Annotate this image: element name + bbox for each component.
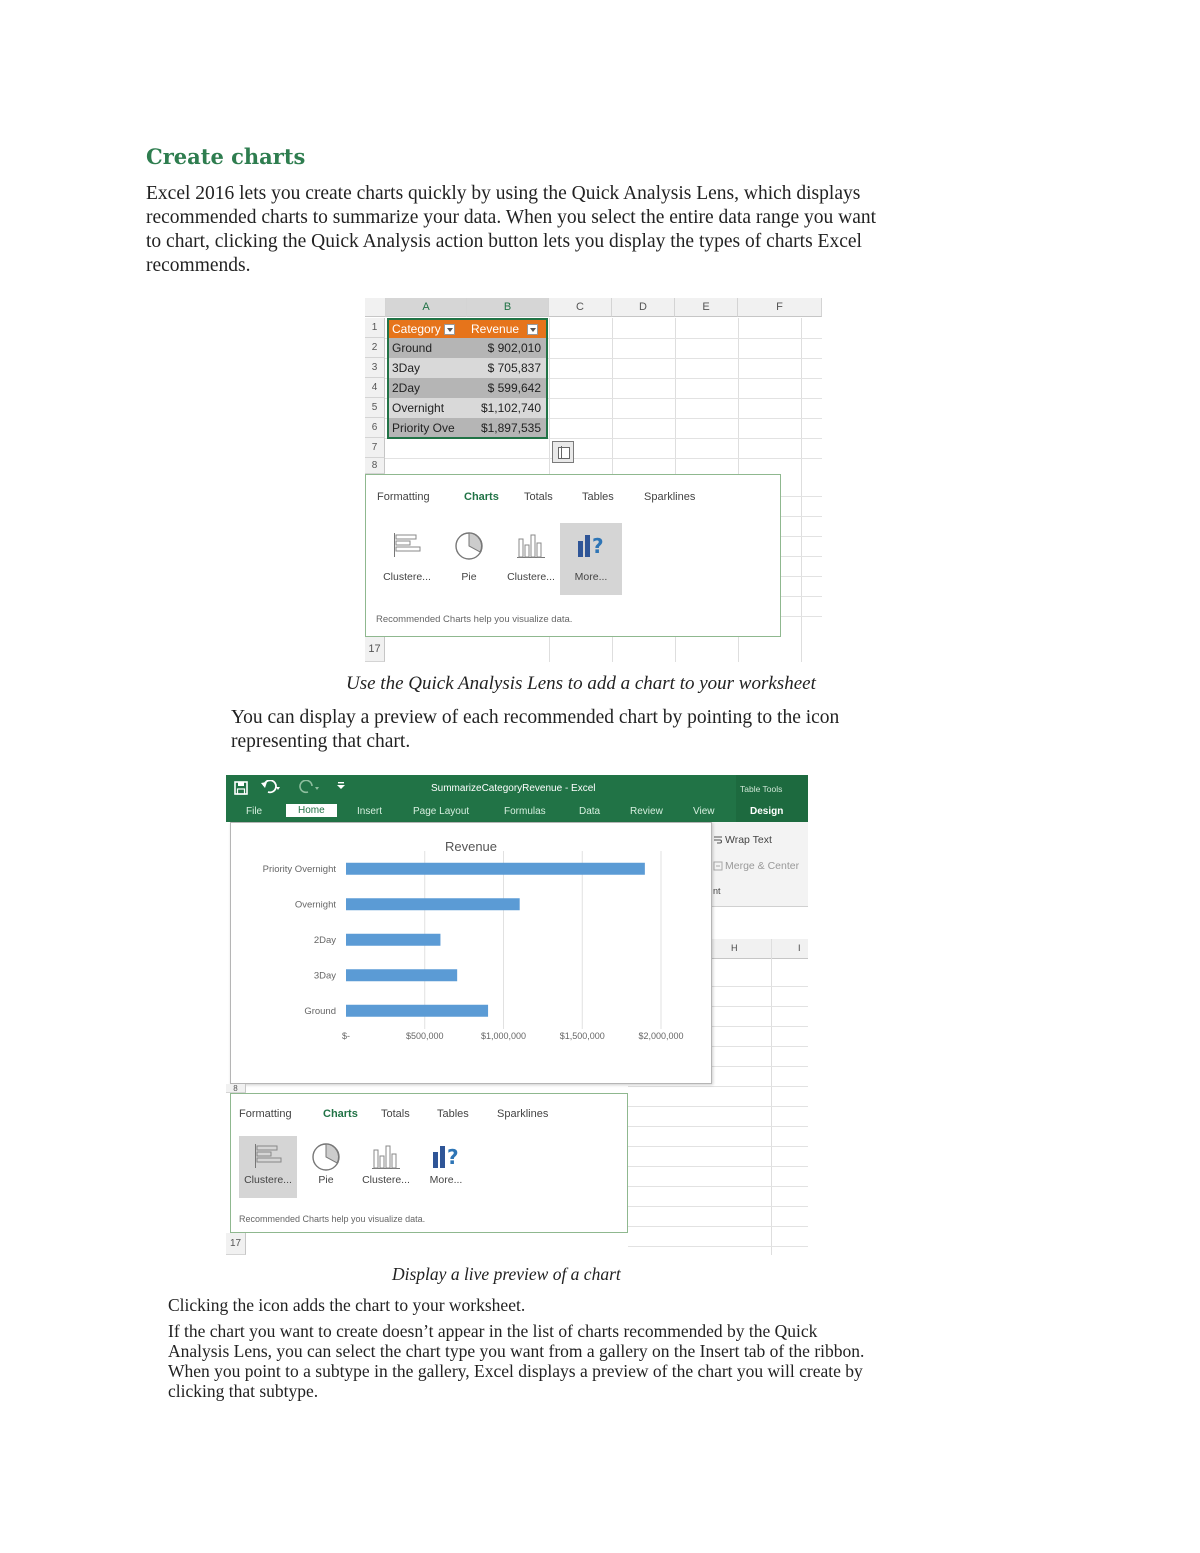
gridline <box>385 458 822 459</box>
gridline <box>781 576 822 577</box>
lens-tab-formatting[interactable]: Formatting <box>239 1108 292 1120</box>
wrap-text-button[interactable]: Wrap Text <box>725 834 772 846</box>
lens-hint-text: Recommended Charts help you visualize data. <box>239 1214 426 1224</box>
gridline <box>628 1246 808 1247</box>
click-paragraph: Clicking the icon adds the chart to your worksheet. <box>168 1295 526 1315</box>
gridline <box>628 1206 808 1207</box>
cell-category-priority-overnight[interactable]: Priority Ove <box>388 418 467 438</box>
category-label: Priority Overnight <box>262 863 336 875</box>
lens-hint-text: Recommended Charts help you visualize data. <box>376 614 573 625</box>
lens-tab-tables[interactable]: Tables <box>582 491 614 503</box>
chart-tile-clustered-column[interactable] <box>357 1136 415 1198</box>
chart-tile-label: Pie <box>318 1174 334 1186</box>
x-tick-label: $2,000,000 <box>638 1031 684 1041</box>
closing-paragraph: If the chart you want to create doesn’t appear in the list of charts recommended by the Quick Analysis Lens, you can select the chart type you want from a gallery on the Insert tab of the ribbon. When you point to a subtype in the gallery, Excel displays a preview of the chart you will create by clicking that subtype. <box>168 1321 865 1401</box>
more-charts-icon <box>576 531 606 559</box>
row-header-6[interactable]: 6 <box>365 418 385 438</box>
cell-revenue-ground[interactable]: $ 902,010 <box>467 338 547 358</box>
ribbon-tab-page-layout[interactable]: Page Layout <box>413 806 470 817</box>
column-header-e[interactable]: E <box>675 298 738 317</box>
chart-tile-label: More... <box>429 1174 463 1186</box>
lens-tab-totals[interactable]: Totals <box>381 1108 410 1120</box>
chart-title: Revenue <box>444 839 498 854</box>
gridline <box>781 596 822 597</box>
gridline <box>628 1226 808 1227</box>
gridline <box>712 1046 808 1047</box>
bar-2day[interactable] <box>346 934 440 946</box>
ribbon-tab-review[interactable]: Review <box>630 806 663 817</box>
row-header-5[interactable]: 5 <box>365 398 385 418</box>
chart-tile-clustered-bar[interactable] <box>376 523 438 595</box>
more-charts-icon <box>431 1142 461 1170</box>
wrap-text-icon <box>713 835 723 845</box>
gridline <box>628 1106 808 1107</box>
chart-tile-clustered-bar[interactable] <box>239 1136 297 1198</box>
gridline <box>781 556 822 557</box>
column-header-c[interactable]: C <box>549 298 612 317</box>
chart-tile-label: Clustere... <box>507 571 555 583</box>
chart-tile-label: Pie <box>461 571 477 583</box>
ribbon-tab-file[interactable]: File <box>246 806 263 817</box>
lens-tab-charts[interactable]: Charts <box>464 491 499 503</box>
gridline <box>628 1086 808 1087</box>
header-category-label: Category <box>392 322 441 336</box>
cell-category-3day[interactable]: 3Day <box>388 358 467 378</box>
chart-tile-label: Clustere... <box>383 571 431 583</box>
lens-tab-charts[interactable]: Charts <box>323 1108 358 1120</box>
gridline <box>801 318 802 662</box>
ribbon-tab-insert[interactable]: Insert <box>357 806 383 817</box>
lens-tab-totals[interactable]: Totals <box>524 491 553 503</box>
window-title: SummarizeCategoryRevenue - Excel <box>431 783 596 794</box>
bar-overnight[interactable] <box>346 898 520 910</box>
chart-tile-label: Clustere... <box>362 1174 410 1186</box>
quick-analysis-screenshot <box>365 298 822 662</box>
cell-revenue-2day[interactable]: $ 599,642 <box>467 378 547 398</box>
cell-category-overnight[interactable]: Overnight <box>388 398 467 418</box>
cell-revenue-overnight[interactable]: $1,102,740 <box>467 398 547 418</box>
row-header-1[interactable]: 1 <box>365 318 385 338</box>
chart-tile-clustered-column[interactable] <box>500 523 562 595</box>
x-tick-label: $- <box>341 1031 351 1041</box>
lens-tab-sparklines[interactable]: Sparklines <box>497 1108 549 1120</box>
merge-center-icon <box>713 861 723 871</box>
row-header-8[interactable]: 8 <box>226 1084 246 1093</box>
category-label: 3Day <box>313 970 336 982</box>
row-header-4[interactable]: 4 <box>365 378 385 398</box>
gridline <box>781 516 822 517</box>
category-label: Ground <box>304 1005 336 1017</box>
chart-preview[interactable] <box>230 822 712 1084</box>
lens-tab-sparklines[interactable]: Sparklines <box>644 491 696 503</box>
clustered-column-icon <box>371 1142 401 1170</box>
row-header-3[interactable]: 3 <box>365 358 385 378</box>
bar-chart-svg <box>231 823 713 1085</box>
quick-analysis-lens <box>365 474 781 637</box>
column-header-h[interactable]: H <box>731 943 738 953</box>
gridline <box>628 1126 808 1127</box>
quick-analysis-button-icon[interactable] <box>552 441 574 463</box>
category-label: Overnight <box>294 899 336 911</box>
save-icon[interactable] <box>234 781 248 795</box>
row-header-7[interactable]: 7 <box>365 438 385 458</box>
column-header-f[interactable]: F <box>738 298 822 317</box>
x-tick-label: $1,500,000 <box>559 1031 605 1041</box>
chart-tile-pie[interactable] <box>438 523 500 595</box>
row-header-17[interactable]: 17 <box>226 1233 246 1255</box>
x-tick-label: $500,000 <box>405 1031 444 1041</box>
column-header-d[interactable]: D <box>612 298 675 317</box>
excel-title-bar <box>226 775 808 802</box>
x-tick-label: $1,000,000 <box>480 1031 527 1041</box>
header-revenue-label: Revenue <box>471 322 520 336</box>
gridline <box>628 1186 808 1187</box>
clustered-bar-icon <box>392 531 422 559</box>
ribbon-group-label-fragment: nt <box>713 886 721 896</box>
caption-quick-analysis: Use the Quick Analysis Lens to add a chart to your worksheet <box>346 673 816 694</box>
svg-text:?: ? <box>447 1145 459 1169</box>
select-all-corner[interactable] <box>365 298 386 317</box>
cell-category-ground[interactable]: Ground <box>388 338 467 358</box>
ribbon-tab-design[interactable]: Design <box>750 806 784 817</box>
lens-tab-formatting[interactable]: Formatting <box>377 491 430 503</box>
category-label: 2Day <box>313 934 336 946</box>
redo-icon[interactable] <box>298 780 320 794</box>
chart-tile-pie[interactable] <box>297 1136 355 1198</box>
ribbon-tab-view[interactable]: View <box>693 806 715 817</box>
column-header-a[interactable]: A <box>386 298 467 317</box>
row-header-2[interactable]: 2 <box>365 338 385 358</box>
gridline <box>712 1066 808 1067</box>
cell-revenue-priority-overnight[interactable]: $1,897,535 <box>467 418 547 438</box>
merge-center-button[interactable]: Merge & Center <box>725 860 800 872</box>
pie-chart-icon <box>454 531 484 561</box>
lens-tab-tables[interactable]: Tables <box>437 1108 469 1120</box>
column-header-i[interactable]: I <box>798 943 801 953</box>
ribbon-tab-formulas[interactable]: Formulas <box>504 806 546 817</box>
gridline <box>781 616 822 617</box>
chart-tile-more[interactable] <box>417 1136 475 1198</box>
gridline <box>628 1146 808 1147</box>
cell-category-2day[interactable]: 2Day <box>388 378 467 398</box>
intro-paragraph: Excel 2016 lets you create charts quickly by using the Quick Analysis Lens, which displays recommended charts to summarize your data. When you select the entire data range you want to chart, clicking the Quick Analysis action button lets you display the types of charts Excel recommends. <box>146 183 877 276</box>
cell-revenue-3day[interactable]: $ 705,837 <box>467 358 547 378</box>
chart-tile-label: More... <box>574 571 608 583</box>
column-header-b[interactable]: B <box>467 298 549 317</box>
undo-icon[interactable] <box>260 780 282 794</box>
gridline <box>781 496 822 497</box>
clustered-bar-icon <box>253 1142 283 1170</box>
caption-live-preview: Display a live preview of a chart <box>392 1264 621 1284</box>
gridline <box>781 536 822 537</box>
gridline <box>712 1006 808 1007</box>
chart-tile-label: Clustere... <box>244 1174 292 1186</box>
svg-text:?: ? <box>592 534 604 558</box>
clustered-column-icon <box>516 531 546 559</box>
preview-paragraph: You can display a preview of each recommended chart by pointing to the icon representing that chart. <box>231 707 840 752</box>
ribbon-home-panel <box>711 822 808 907</box>
table-tools-label: Table Tools <box>740 784 783 794</box>
quick-analysis-lens <box>230 1093 628 1233</box>
row-header-8[interactable]: 8 <box>365 458 385 474</box>
bar-priority-overnight[interactable] <box>346 863 645 875</box>
gridline <box>628 1166 808 1167</box>
selection-border <box>387 318 548 439</box>
ribbon-tab-home[interactable]: Home <box>286 804 337 817</box>
gridline <box>712 1026 808 1027</box>
column-header-strip <box>712 939 808 959</box>
section-heading: Create charts <box>146 144 306 169</box>
live-preview-screenshot <box>226 775 808 1255</box>
bar-3day[interactable] <box>346 969 457 981</box>
customize-toolbar-icon[interactable] <box>336 781 346 791</box>
gridline <box>712 986 808 987</box>
chart-tile-more[interactable] <box>560 523 622 595</box>
bar-ground[interactable] <box>346 1005 488 1017</box>
pie-chart-icon <box>311 1142 341 1172</box>
ribbon-tab-data[interactable]: Data <box>579 806 601 817</box>
row-header-17[interactable]: 17 <box>365 637 385 662</box>
